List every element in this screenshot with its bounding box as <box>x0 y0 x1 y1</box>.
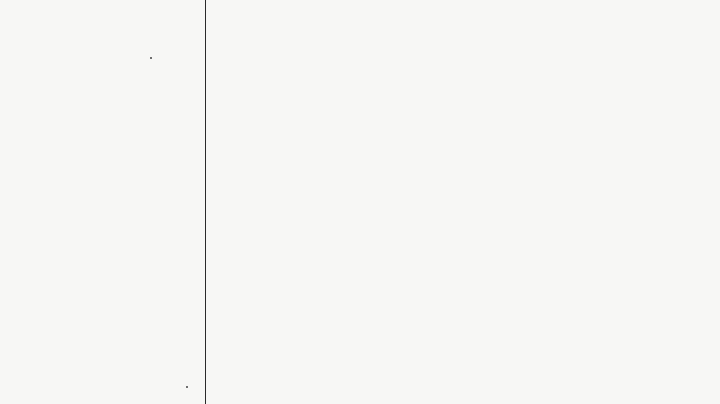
document-page <box>212 0 712 404</box>
page-border-line <box>205 0 206 404</box>
margin-mark <box>150 57 152 59</box>
margin-mark <box>186 386 188 388</box>
